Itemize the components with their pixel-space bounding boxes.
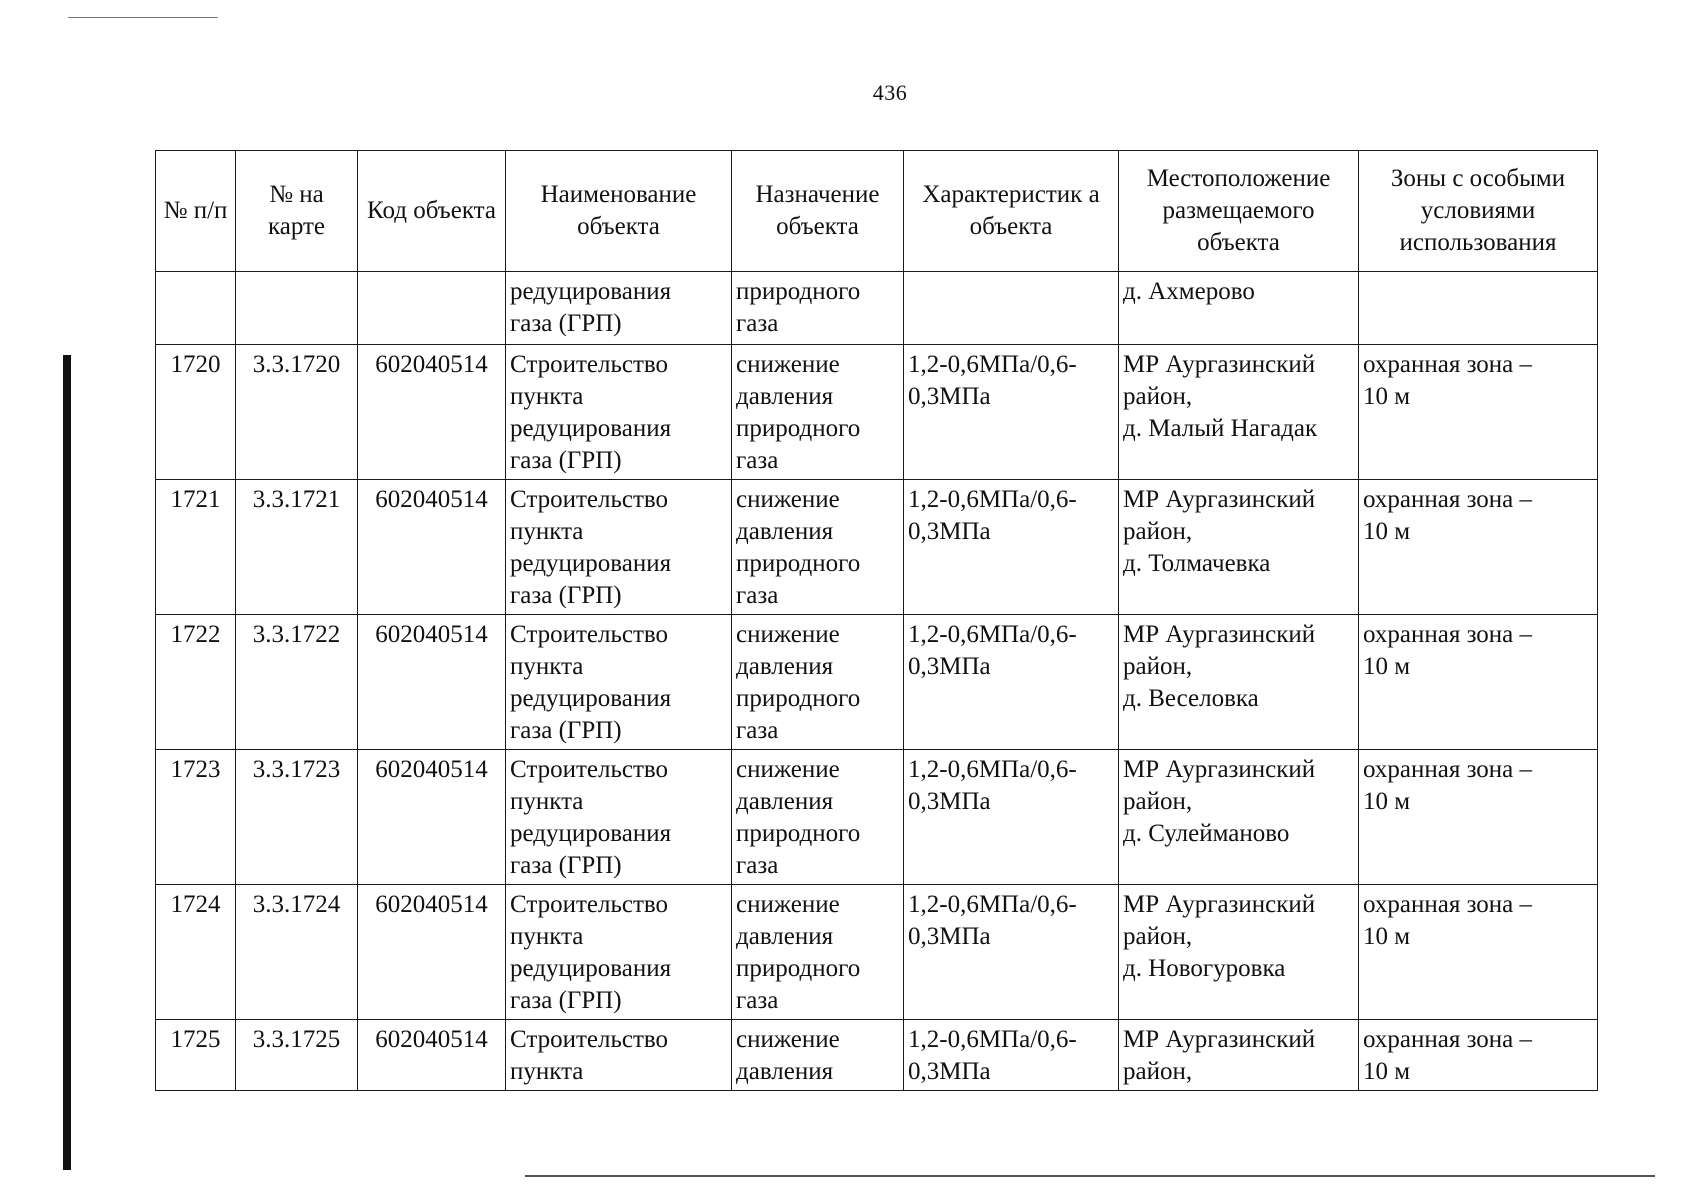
cell-object-name-line: газа (ГРП) — [510, 852, 622, 879]
cell-object-purpose-line: снижение — [736, 351, 840, 378]
cell-object-location-line: МР Аургазинский — [1123, 891, 1316, 918]
cell-object-location-line: МР Аургазинский — [1123, 486, 1316, 513]
cell-object-location-line: район, — [1123, 518, 1193, 545]
cell-object-name-line: Строительство — [510, 351, 669, 378]
cell-special-zones-line: 10 м — [1363, 1058, 1411, 1085]
cell-object-purpose-line: давления — [736, 383, 834, 410]
cell-object-location — [1119, 615, 1359, 750]
cell-object-location-line: район, — [1123, 383, 1193, 410]
cell-object-purpose-line: природного — [736, 955, 861, 982]
cell-object-purpose-line: природного — [736, 278, 861, 305]
cell-object-purpose-line: газа — [736, 987, 779, 1014]
cell-map-number — [236, 272, 358, 345]
cell-object-location-line: д. Сулейманово — [1123, 820, 1290, 847]
cell-object-purpose-line: давления — [736, 788, 834, 815]
cell-object-location-line: район, — [1123, 923, 1193, 950]
table-row-continuation — [156, 272, 1598, 345]
cell-map-number: 3.3.1720 — [236, 345, 358, 480]
cell-object-name-line: пункта — [510, 788, 584, 815]
scan-artifact-left-bar — [63, 355, 71, 1170]
cell-row-number: 1725 — [156, 1020, 236, 1091]
header-object-characteristic: Характеристик а объекта — [904, 151, 1119, 272]
cell-special-zones — [1359, 272, 1598, 345]
cell-object-location-line: район, — [1123, 788, 1193, 815]
cell-map-number: 3.3.1723 — [236, 750, 358, 885]
table-row — [156, 345, 1598, 480]
cell-object-purpose-line: газа — [736, 717, 779, 744]
cell-special-zones-line: охранная зона – — [1363, 621, 1533, 648]
cell-special-zones-line: 10 м — [1363, 383, 1411, 410]
cell-object-location-line: д. Толмачевка — [1123, 550, 1271, 577]
cell-special-zones-line: 10 м — [1363, 518, 1411, 545]
cell-object-name — [506, 615, 732, 750]
cell-object-name-line: газа (ГРП) — [510, 582, 622, 609]
cell-object-characteristic — [904, 272, 1119, 345]
cell-object-name-line: Строительство — [510, 891, 669, 918]
cell-object-characteristic-line: 1,2-0,6МПа/0,6- — [908, 1026, 1077, 1053]
cell-special-zones-line: охранная зона – — [1363, 1026, 1533, 1053]
cell-object-code: 602040514 — [358, 345, 506, 480]
cell-object-name-line: редуцирования — [510, 278, 672, 305]
cell-object-purpose-line: природного — [736, 685, 861, 712]
cell-object-purpose-line: газа — [736, 582, 779, 609]
table-row — [156, 480, 1598, 615]
cell-object-name-line: пункта — [510, 1058, 584, 1085]
cell-object-location — [1119, 885, 1359, 1020]
cell-object-purpose-line: снижение — [736, 756, 840, 783]
cell-object-name-line: пункта — [510, 923, 584, 950]
cell-special-zones — [1359, 1020, 1598, 1091]
cell-object-location-line: МР Аургазинский — [1123, 351, 1316, 378]
cell-object-code: 602040514 — [358, 1020, 506, 1091]
cell-special-zones-line: охранная зона – — [1363, 891, 1533, 918]
header-object-purpose: Назначение объекта — [732, 151, 904, 272]
cell-map-number: 3.3.1724 — [236, 885, 358, 1020]
cell-object-characteristic-line: 0,3МПа — [908, 518, 991, 545]
cell-object-purpose — [732, 272, 904, 345]
objects-table — [155, 150, 1598, 1091]
cell-map-number: 3.3.1725 — [236, 1020, 358, 1091]
cell-object-name-line: пункта — [510, 383, 584, 410]
cell-object-location-line: д. Новогуровка — [1123, 955, 1286, 982]
cell-object-purpose — [732, 750, 904, 885]
cell-object-purpose-line: газа — [736, 310, 779, 337]
cell-map-number: 3.3.1721 — [236, 480, 358, 615]
cell-object-purpose-line: давления — [736, 518, 834, 545]
cell-row-number: 1724 — [156, 885, 236, 1020]
cell-object-name — [506, 885, 732, 1020]
header-object-name: Наименование объекта — [506, 151, 732, 272]
cell-object-location-line: МР Аургазинский — [1123, 1026, 1316, 1053]
cell-object-location-line: МР Аургазинский — [1123, 621, 1316, 648]
cell-object-purpose — [732, 480, 904, 615]
cell-object-location — [1119, 750, 1359, 885]
cell-object-characteristic-line: 0,3МПа — [908, 383, 991, 410]
cell-object-name-line: газа (ГРП) — [510, 310, 622, 337]
cell-object-name-line: редуцирования — [510, 820, 672, 847]
table-body — [156, 272, 1598, 1091]
scan-artifact-bottom-line — [525, 1175, 1655, 1177]
cell-object-name-line: газа (ГРП) — [510, 987, 622, 1014]
cell-map-number: 3.3.1722 — [236, 615, 358, 750]
page-number: 436 — [872, 80, 908, 105]
table-row — [156, 1020, 1598, 1091]
cell-object-location-line: МР Аургазинский — [1123, 756, 1316, 783]
cell-object-name — [506, 345, 732, 480]
cell-object-name — [506, 480, 732, 615]
cell-row-number: 1722 — [156, 615, 236, 750]
cell-special-zones — [1359, 885, 1598, 1020]
cell-object-characteristic-line: 0,3МПа — [908, 923, 991, 950]
cell-object-characteristic — [904, 1020, 1119, 1091]
cell-object-name-line: Строительство — [510, 1026, 669, 1053]
cell-object-characteristic — [904, 615, 1119, 750]
cell-row-number: 1721 — [156, 480, 236, 615]
cell-object-purpose-line: давления — [736, 923, 834, 950]
cell-object-location-line: д. Ахмерово — [1123, 278, 1255, 305]
table-header — [156, 151, 1598, 272]
cell-object-location — [1119, 1020, 1359, 1091]
cell-object-name — [506, 750, 732, 885]
cell-object-name-line: Строительство — [510, 486, 669, 513]
header-row-number: № п/п — [156, 151, 236, 272]
cell-object-name-line: Строительство — [510, 756, 669, 783]
cell-object-purpose — [732, 885, 904, 1020]
cell-object-characteristic-line: 1,2-0,6МПа/0,6- — [908, 756, 1077, 783]
cell-row-number: 1723 — [156, 750, 236, 885]
cell-object-name-line: пункта — [510, 653, 584, 680]
cell-object-purpose-line: снижение — [736, 1026, 840, 1053]
cell-special-zones-line: охранная зона – — [1363, 351, 1533, 378]
cell-object-name-line: газа (ГРП) — [510, 447, 622, 474]
cell-object-purpose — [732, 345, 904, 480]
cell-special-zones — [1359, 480, 1598, 615]
cell-object-purpose-line: газа — [736, 447, 779, 474]
cell-object-characteristic — [904, 750, 1119, 885]
cell-object-purpose-line: природного — [736, 415, 861, 442]
cell-object-code: 602040514 — [358, 885, 506, 1020]
cell-object-purpose-line: природного — [736, 550, 861, 577]
cell-object-name-line: газа (ГРП) — [510, 717, 622, 744]
cell-object-location-line: д. Веселовка — [1123, 685, 1259, 712]
cell-object-purpose-line: газа — [736, 852, 779, 879]
cell-special-zones — [1359, 750, 1598, 885]
cell-special-zones — [1359, 345, 1598, 480]
cell-object-characteristic-line: 0,3МПа — [908, 1058, 991, 1085]
cell-object-characteristic — [904, 885, 1119, 1020]
cell-object-characteristic-line: 1,2-0,6МПа/0,6- — [908, 351, 1077, 378]
cell-special-zones-line: охранная зона – — [1363, 756, 1533, 783]
cell-object-purpose-line: снижение — [736, 891, 840, 918]
cell-special-zones — [1359, 615, 1598, 750]
cell-object-name-line: редуцирования — [510, 955, 672, 982]
cell-object-location — [1119, 480, 1359, 615]
cell-object-characteristic — [904, 345, 1119, 480]
header-row — [156, 151, 1598, 272]
cell-object-purpose-line: природного — [736, 820, 861, 847]
cell-object-location-line: д. Малый Нагадак — [1123, 415, 1318, 442]
cell-object-characteristic — [904, 480, 1119, 615]
cell-object-name-line: редуцирования — [510, 550, 672, 577]
cell-object-location-line: район, — [1123, 653, 1193, 680]
table-row — [156, 750, 1598, 885]
header-special-zones: Зоны с особыми условиями использования — [1359, 151, 1598, 272]
cell-object-location — [1119, 345, 1359, 480]
cell-special-zones-line: 10 м — [1363, 788, 1411, 815]
cell-object-purpose — [732, 615, 904, 750]
cell-special-zones-line: 10 м — [1363, 923, 1411, 950]
header-object-code: Код объекта — [358, 151, 506, 272]
header-object-location: Местоположение размещаемого объекта — [1119, 151, 1359, 272]
cell-object-purpose — [732, 1020, 904, 1091]
scan-artifact-top-line — [68, 17, 218, 18]
cell-object-name-line: редуцирования — [510, 685, 672, 712]
cell-special-zones-line: охранная зона – — [1363, 486, 1533, 513]
cell-object-characteristic-line: 0,3МПа — [908, 653, 991, 680]
cell-object-code: 602040514 — [358, 615, 506, 750]
cell-object-purpose-line: снижение — [736, 621, 840, 648]
cell-object-characteristic-line: 0,3МПа — [908, 788, 991, 815]
cell-object-purpose-line: давления — [736, 1058, 834, 1085]
cell-object-location-line: район, — [1123, 1058, 1193, 1085]
cell-object-name — [506, 1020, 732, 1091]
table-row — [156, 615, 1598, 750]
cell-object-location — [1119, 272, 1359, 345]
cell-object-purpose-line: снижение — [736, 486, 840, 513]
cell-object-name-line: пункта — [510, 518, 584, 545]
cell-object-purpose-line: давления — [736, 653, 834, 680]
cell-object-characteristic-line: 1,2-0,6МПа/0,6- — [908, 486, 1077, 513]
cell-object-name — [506, 272, 732, 345]
header-map-number: № на карте — [236, 151, 358, 272]
cell-object-name-line: Строительство — [510, 621, 669, 648]
cell-row-number: 1720 — [156, 345, 236, 480]
cell-object-code — [358, 272, 506, 345]
cell-object-code: 602040514 — [358, 750, 506, 885]
cell-object-code: 602040514 — [358, 480, 506, 615]
cell-special-zones-line: 10 м — [1363, 653, 1411, 680]
table-row — [156, 885, 1598, 1020]
cell-object-characteristic-line: 1,2-0,6МПа/0,6- — [908, 891, 1077, 918]
cell-row-number — [156, 272, 236, 345]
cell-object-name-line: редуцирования — [510, 415, 672, 442]
cell-object-characteristic-line: 1,2-0,6МПа/0,6- — [908, 621, 1077, 648]
